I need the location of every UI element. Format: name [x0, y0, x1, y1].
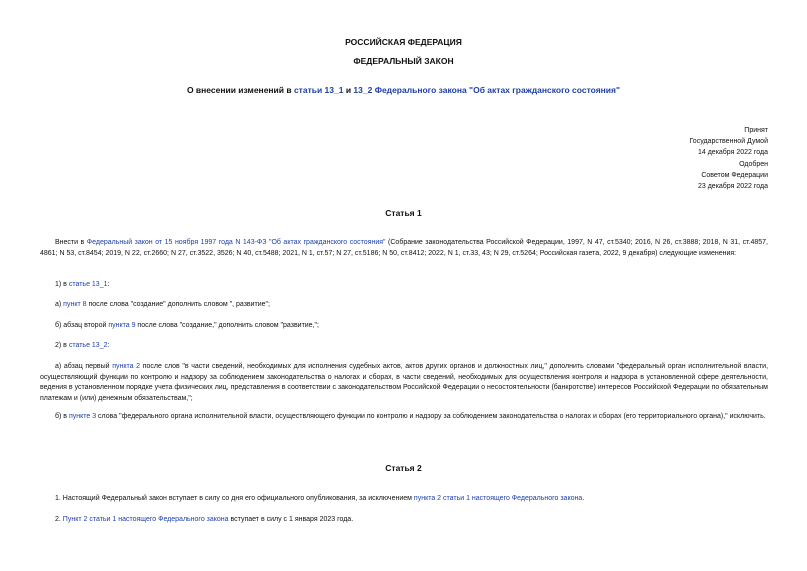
- adoption-line: Принят: [744, 127, 768, 134]
- link-point-8[interactable]: пункт 8: [63, 301, 87, 308]
- paragraph-text: Внести в: [55, 239, 87, 246]
- link-article-13-2[interactable]: статье 13_2: [68, 342, 108, 349]
- link-federal-law-143[interactable]: Федеральный закон от 15 ноября 1997 года N 143-ФЗ "Об актах гражданского состояния": [86, 239, 386, 246]
- title-text: О внесении изменений в: [186, 85, 294, 95]
- approval-line: Одобрен: [739, 160, 768, 168]
- paragraph-text: :: [107, 342, 110, 349]
- article-2-paragraph-1: [40, 494, 768, 505]
- paragraph-text: .: [582, 495, 585, 502]
- link-point-9[interactable]: пункта 9: [108, 322, 136, 329]
- link-point-2[interactable]: пункта 2: [112, 363, 141, 370]
- country-heading: РОССИЙСКАЯ ФЕДЕРАЦИЯ: [345, 37, 462, 47]
- title-link-article-13-1[interactable]: статьи 13_1: [293, 85, 344, 95]
- approval-line: Советом Федерации: [701, 171, 768, 179]
- item-1a: [40, 300, 768, 311]
- item-2a: [40, 362, 768, 404]
- link-point-3[interactable]: пункте 3: [68, 413, 97, 420]
- paragraph-text: б) в: [55, 413, 69, 420]
- law-type-heading: ФЕДЕРАЛЬНЫЙ ЗАКОН: [353, 56, 454, 66]
- law-title: [0, 85, 807, 95]
- title-link-article-13-2[interactable]: 13_2 Федерального закона "Об актах гражданского состояния": [353, 85, 621, 95]
- approval-date: 23 декабря 2022 года: [697, 183, 768, 191]
- title-text: и: [343, 85, 354, 95]
- paragraph-text: а) абзац первый: [55, 363, 113, 370]
- adoption-date: 14 декабря 2022 года: [697, 149, 768, 157]
- item-2: [40, 341, 768, 352]
- adoption-block: [689, 125, 768, 192]
- paragraph-text: 2.: [55, 516, 63, 523]
- article-1-heading: Статья 1: [385, 208, 422, 218]
- item-2b: [40, 412, 768, 423]
- paragraph-text: (Собрание законодательства Российской Федерации, 1997, N 47, ст.5340; 2016, N 26, ст.3888; 2018, N 31, ст.4857, 4861; N 53, ст.8454; 2019, N 22, ст.2660; N 27, ст.3522, 3526; N 40, ст.5488; 2021, N 1, ст.57; N 27, ст.5186; N 50, ст.8412; 2022, N 1, ст.33, 43; N 29, ст.5264; Российская газета, 2022, 9 декабря) следующие изменения:: [40, 239, 769, 257]
- paragraph-text: слова "федерального органа исполнительной власти, осуществляющего функции по контролю и надзору за соблюдением законодательства о налогах и сборах (его территориального органа)," исключить.: [96, 413, 766, 420]
- paragraph-text: а): [55, 301, 64, 308]
- article-1-intro: [40, 238, 768, 259]
- paragraph-text: после слова "создание" дополнить словом ", развитие";: [86, 301, 270, 308]
- paragraph-text: 2) в: [55, 342, 69, 349]
- paragraph-text: :: [107, 281, 110, 288]
- link-point-2-article-1[interactable]: Пункт 2 статьи 1 настоящего Федерального закона: [62, 516, 229, 523]
- paragraph-text: б) абзац второй: [55, 322, 109, 329]
- adoption-line: Государственной Думой: [689, 138, 768, 146]
- paragraph-text: после слова "создание," дополнить словом "развитие,";: [135, 322, 319, 329]
- item-1: [40, 280, 768, 291]
- article-2-paragraph-2: [40, 515, 768, 526]
- link-point-2-article-1[interactable]: пункта 2 статьи 1 настоящего Федерального закона: [413, 495, 583, 502]
- paragraph-text: после слов "в части сведений, необходимых для исполнения судебных актов, актов других органов и должностных лиц," дополнить словами "федеральный орган исполнительной власти, осуществляющий функции по контролю и надзору за соблюдением законодательства о налогах и сборах, в части сведений, необходимых для осуществления контроля и надзора в установленной сфере деятельности, ведения в установленном порядке учета физических лиц, представления в соответствии с законодательством Российской Федерации о несостоятельности (банкротстве) интересов Российской Федерации по обязательным платежам и (или) денежным обязательствам,";: [40, 363, 769, 402]
- link-article-13-1[interactable]: статье 13_1: [68, 281, 108, 288]
- article-2-heading: Статья 2: [385, 463, 422, 473]
- paragraph-text: вступает в силу с 1 января 2023 года.: [228, 516, 354, 523]
- item-1b: [40, 321, 768, 332]
- paragraph-text: 1) в: [55, 281, 69, 288]
- paragraph-text: 1. Настоящий Федеральный закон вступает в силу со дня его официального опубликования, за исключением: [55, 495, 414, 502]
